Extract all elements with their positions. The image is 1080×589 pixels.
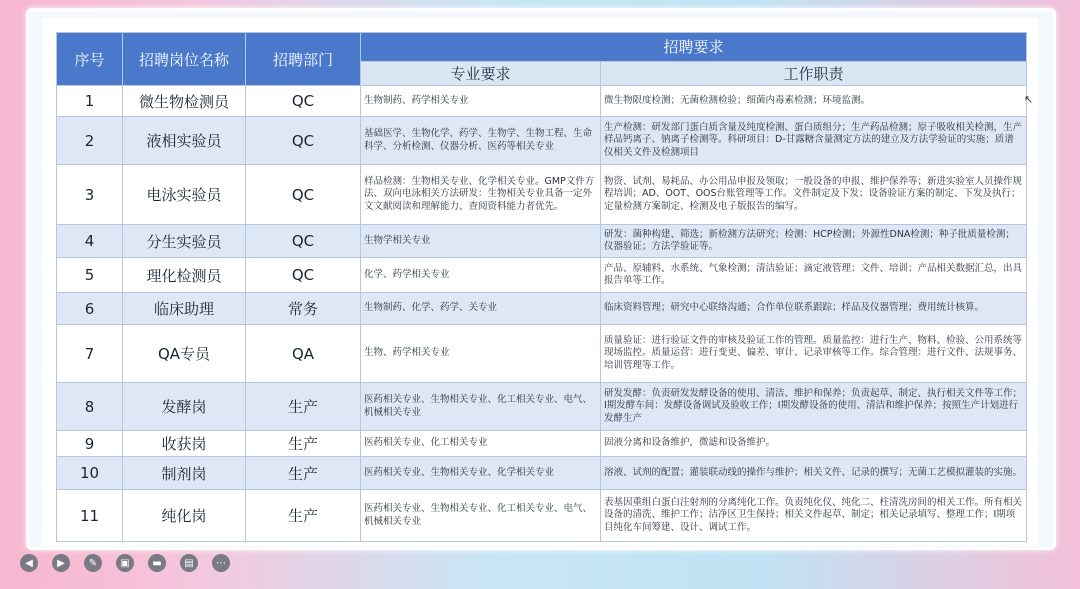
table-row — [57, 258, 1027, 293]
row-num: 5 — [57, 258, 123, 293]
row-duty: 微生物限度检测；无菌检测检验；细菌内毒素检测；环境监测。 — [601, 86, 1027, 117]
row-department: QC — [246, 258, 361, 293]
row-major: 生物、药学相关专业 — [361, 325, 601, 383]
row-position: 临床助理 — [123, 293, 246, 325]
row-num: 11 — [57, 490, 123, 542]
camera-icon[interactable]: ▬ — [148, 554, 166, 572]
slide — [42, 18, 1038, 546]
table-row — [57, 165, 1027, 225]
more-icon[interactable]: ⋯ — [212, 554, 230, 572]
row-num: 10 — [57, 457, 123, 490]
row-position: 收获岗 — [123, 431, 246, 457]
chat-icon[interactable]: ▤ — [180, 554, 198, 572]
table-row — [57, 86, 1027, 117]
row-duty: 临床资料管理；研究中心联络沟通；合作单位联系跟踪；样品及仪器管理；费用统计核算。 — [601, 293, 1027, 325]
row-department: QC — [246, 117, 361, 165]
table-row — [57, 457, 1027, 490]
row-department: QC — [246, 225, 361, 258]
row-num: 8 — [57, 383, 123, 431]
row-major: 生物学相关专业 — [361, 225, 601, 258]
row-num: 7 — [57, 325, 123, 383]
row-major: 化学、药学相关专业 — [361, 258, 601, 293]
row-duty: 质量验证：进行验证文件的审核及验证工作的管理。质量监控：进行生产、物料、检验、公用系统等现场监控。质量运营：进行变更、偏差、审计、记录审核等工作。综合管理：进行文件、法规事务、培训管理等工作。 — [601, 325, 1027, 383]
row-duty: 研发发酵：负责研发发酵设备的使用、清洁、维护和保养；负责起草、制定、执行相关文件等工作；I期发酵车间：发酵设备调试及验收工作；I期发酵设备的使用、清洁和维护保养；按照生产计划进行发酵生产 — [601, 383, 1027, 431]
recruitment-table — [56, 32, 1027, 542]
row-department: 生产 — [246, 431, 361, 457]
row-department: 生产 — [246, 457, 361, 490]
row-position: 理化检测员 — [123, 258, 246, 293]
row-duty: 物资、试剂、易耗品、办公用品申报及领取；一般设备的申报、维护保养等；新进实验室人员操作规程培训；AD、OOT、OOS台账管理等工作。文件制定及下发；设备验证方案的制定、下发及执行；定量检测方案制定、检测及电子版报告的编写。 — [601, 165, 1027, 225]
row-duty: 固液分离和设备维护，微滤和设备维护。 — [601, 431, 1027, 457]
row-position: 纯化岗 — [123, 490, 246, 542]
row-position: 液相实验员 — [123, 117, 246, 165]
row-major: 生物制药、化学、药学、关专业 — [361, 293, 601, 325]
row-duty: 产品、原辅料、水系统、气象检测；清洁验证；滴定液管理；文件、培训；产品相关数据汇总，出具报告单等工作。 — [601, 258, 1027, 293]
row-department: QC — [246, 86, 361, 117]
row-major: 医药相关专业、化工相关专业 — [361, 431, 601, 457]
table-row — [57, 383, 1027, 431]
table-row — [57, 225, 1027, 258]
header-requirements: 招聘要求 — [361, 33, 1027, 62]
row-num: 3 — [57, 165, 123, 225]
row-position: 微生物检测员 — [123, 86, 246, 117]
row-num: 2 — [57, 117, 123, 165]
row-department: 生产 — [246, 490, 361, 542]
row-num: 4 — [57, 225, 123, 258]
header-department: 招聘部门 — [246, 33, 361, 86]
play-icon[interactable]: ▶ — [52, 554, 70, 572]
header-num: 序号 — [57, 33, 123, 86]
row-num: 1 — [57, 86, 123, 117]
row-position: 分生实验员 — [123, 225, 246, 258]
row-num: 6 — [57, 293, 123, 325]
row-major: 样品检测：生物相关专业、化学相关专业。GMP文件方法、双向电泳相关方法研发：生物相关专业具备一定外文文献阅读和理解能力、查阅资料能力者优先。 — [361, 165, 601, 225]
row-department: 生产 — [246, 383, 361, 431]
prev-icon[interactable]: ◀ — [20, 554, 38, 572]
table-row — [57, 325, 1027, 383]
mouse-cursor-icon: ↖ — [1024, 93, 1034, 106]
header-duty: 工作职责 — [601, 61, 1027, 85]
row-major: 医药相关专业、生物相关专业、化工相关专业、电气、机械相关专业 — [361, 490, 601, 542]
table-row — [57, 431, 1027, 457]
row-major: 医药相关专业、生物相关专业、化工相关专业、电气、机械相关专业 — [361, 383, 601, 431]
row-duty: 研发：菌种构建、筛选；新检测方法研究；检测：HCP检测；外源性DNA检测；种子批质量检测；仪器验证；方法学验证等。 — [601, 225, 1027, 258]
table-row — [57, 117, 1027, 165]
table-row — [57, 490, 1027, 542]
row-department: QA — [246, 325, 361, 383]
row-position: 电泳实验员 — [123, 165, 246, 225]
row-position: 发酵岗 — [123, 383, 246, 431]
pen-icon[interactable]: ✎ — [84, 554, 102, 572]
header-major: 专业要求 — [361, 61, 601, 85]
row-num: 9 — [57, 431, 123, 457]
row-duty: 表基因重组白蛋白注射剂的分离纯化工作。负责纯化仪、纯化二、柱清洗房间的相关工作。所有相关设备的清洗、维护工作；洁净区卫生保持；相关文件起草、制定；相关记录填写、整理工作；I期项目纯化车间筹建、设计、调试工作。 — [601, 490, 1027, 542]
row-duty: 生产检测：研发部门蛋白质含量及纯度检测、蛋白质组分；生产药品检测；原子吸收相关检测，生产样品钙离子、钠离子检测等。科研项目：D-甘露糖含量测定方法的建立及方法学验证的实施；质谱仪相关文件及检测项目 — [601, 117, 1027, 165]
header-position-name: 招聘岗位名称 — [123, 33, 246, 86]
row-department: QC — [246, 165, 361, 225]
screenshot-icon[interactable]: ▣ — [116, 554, 134, 572]
row-position: 制剂岗 — [123, 457, 246, 490]
row-major: 医药相关专业、生物相关专业、化学相关专业 — [361, 457, 601, 490]
row-major: 基础医学、生物化学、药学、生物学、生物工程、生命科学、分析检测、仪器分析、医药等相关专业 — [361, 117, 601, 165]
row-department: 常务 — [246, 293, 361, 325]
table-row — [57, 293, 1027, 325]
row-duty: 溶液、试剂的配置；灌装联动线的操作与维护；相关文件、记录的撰写；无菌工艺模拟灌装的实施。 — [601, 457, 1027, 490]
row-major: 生物制药、药学相关专业 — [361, 86, 601, 117]
presentation-toolbar — [20, 553, 230, 573]
row-position: QA专员 — [123, 325, 246, 383]
